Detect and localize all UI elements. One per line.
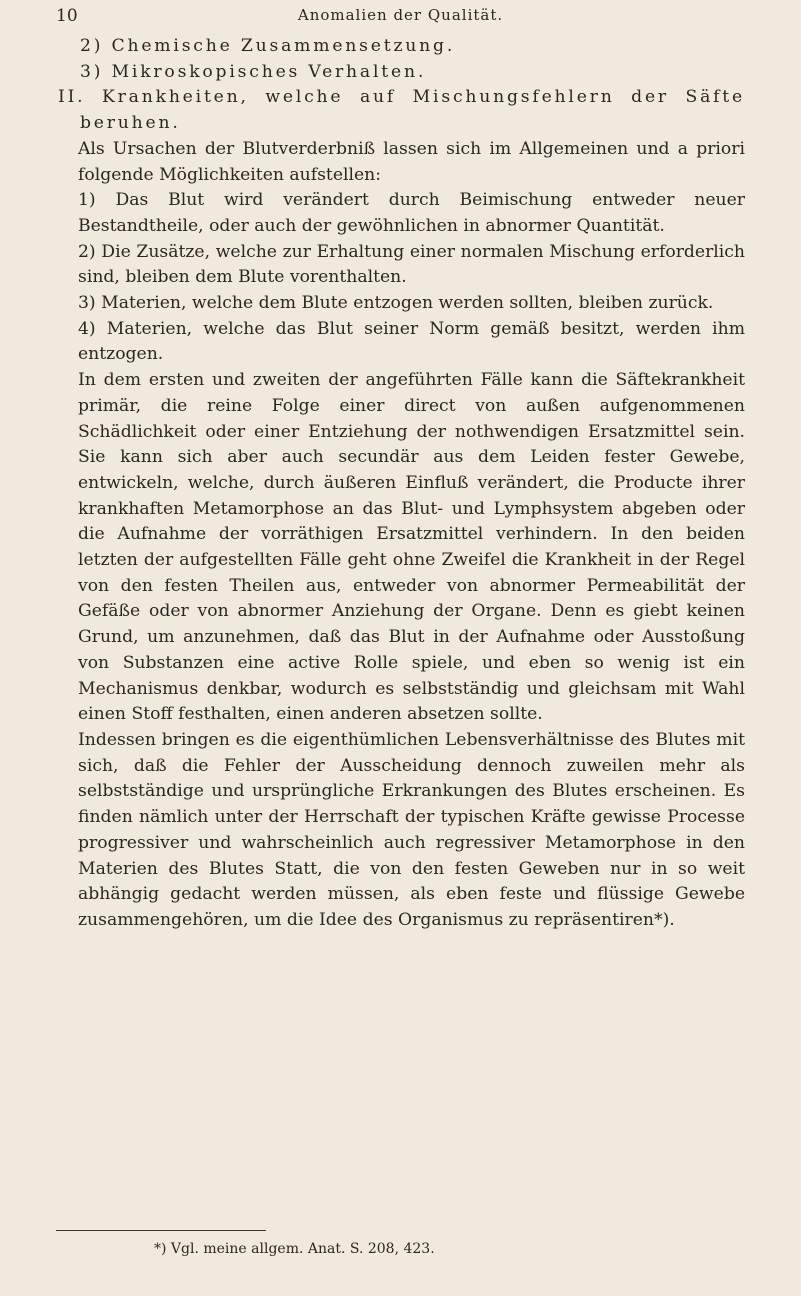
footnote-area	[56, 1230, 745, 1257]
text-paragraph: 4) Materien, welche das Blut seiner Norm gemäß besitzt, werden ihm entzogen.	[78, 318, 745, 365]
page-header	[56, 2, 745, 30]
text-paragraph: 3) Materien, welche dem Blute entzogen werden sollten, bleiben zurück.	[78, 293, 714, 314]
text-paragraph: 2) Die Zusätze, welche zur Erhaltung einer normalen Mischung erforderlich sind, bleiben dem Blute vorenthalten.	[78, 241, 745, 288]
body-text	[56, 34, 745, 934]
text-paragraph: 3) Mikroskopisches Verhalten.	[80, 61, 427, 82]
footnote: *) Vgl. meine allgem. Anat. S. 208, 423.	[154, 1241, 435, 1257]
page-number: 10	[56, 6, 78, 26]
book-page	[0, 2, 801, 1296]
running-title: Anomalien der Qualität.	[297, 6, 504, 24]
text-paragraph: 1) Das Blut wird verändert durch Beimischung entweder neuer Bestandtheile, oder auch der gewöhnlichen in abnormer Quantität.	[78, 190, 745, 236]
text-paragraph: II. Krankheiten, welche auf Mischungsfehlern der Säfte beruhen.	[58, 87, 745, 134]
footnote-rule	[56, 1230, 266, 1231]
text-paragraph: Als Ursachen der Blutverderbniß lassen sich im Allgemeinen und a priori folgende Möglichkeiten aufstellen:	[78, 138, 745, 185]
text-paragraph: 2) Chemische Zusammensetzung.	[80, 36, 456, 56]
text-paragraph: In dem ersten und zweiten der angeführten Fälle kann die Säftekrankheit primär, die reine Folge einer direct von außen aufgenommenen Schädlichkeit oder einer Entziehung der nothwendigen Ersatzmittel sein. Sie kann sich aber auch secundär aus dem Leiden fester Gewebe, entwickeln, welche, durch äußeren Einfluß verändert, die Producte ihrer krankhaften Metamorphose an das Blut- und Lymphsystem abgeben oder die Aufnahme der vorräthigen Ersatzmittel verhindern. In den beiden letzten der aufgestellten Fälle geht ohne Zweifel die Krankheit in der Regel von den festen Theilen aus, entweder von abnormer Permeabilität der Gefäße oder von abnormer Anziehung der Organe. Denn es giebt keinen Grund, um anzunehmen, daß das Blut in der Aufnahme oder Ausstoßung von Substanzen eine active Rolle spiele, und eben so wenig ist ein Mechanismus denkbar, wodurch es selbstständig und gleichsam mit Wahl einen Stoff festhalten, einen anderen absetzen sollte.	[78, 370, 745, 725]
text-paragraph: Indessen bringen es die eigenthümlichen Lebensverhältnisse des Blutes mit sich, daß die Fehler der Ausscheidung dennoch zuweilen mehr als selbstständige und ursprüngliche Erkrankungen des Blutes erscheinen. Es finden nämlich unter der Herrschaft der typischen Kräfte gewisse Processe progressiver und wahrscheinlich auch regressiver Metamorphose in den Materien des Blutes Statt, die von den festen Geweben nur in so weit abhängig gedacht werden müssen, als eben feste und flüssige Gewebe zusammengehören, um die Idee des Organismus zu repräsentiren*).	[78, 729, 745, 930]
